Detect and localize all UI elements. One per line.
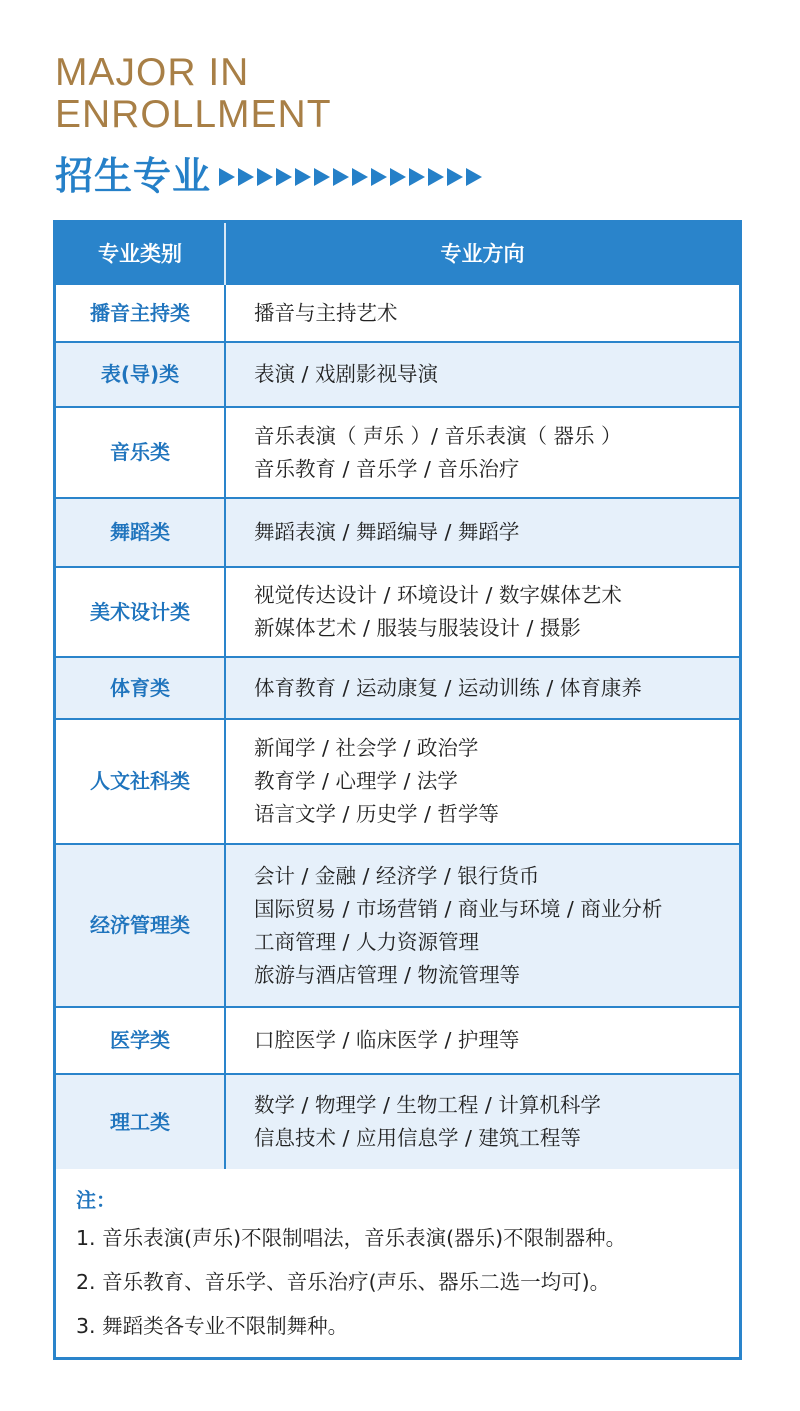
table-row	[56, 407, 739, 498]
table-row	[56, 1007, 739, 1074]
category-cell: 体育类	[56, 657, 225, 719]
chinese-title: 招生专业	[55, 153, 212, 198]
chevron-right-icon	[352, 168, 368, 186]
table-row	[56, 567, 739, 657]
direction-cell	[225, 844, 739, 1007]
direction-line: 旅游与酒店管理 / 物流管理等	[254, 962, 520, 987]
chevron-right-icon	[447, 168, 463, 186]
direction-line: 播音与主持艺术	[254, 300, 398, 325]
direction-cell	[225, 342, 739, 407]
table-row	[56, 342, 739, 407]
direction-line: 新闻学 / 社会学 / 政治学	[254, 736, 479, 760]
direction-cell	[225, 1007, 739, 1074]
direction-line: 国际贸易 / 市场营销 / 商业与环境 / 商业分析	[254, 896, 663, 921]
majors-table	[56, 223, 739, 1169]
table-row	[56, 284, 739, 342]
direction-line: 表演 / 戏剧影视导演	[254, 362, 438, 386]
chevron-right-icon	[390, 168, 406, 186]
direction-line: 教育学 / 心理学 / 法学	[254, 769, 458, 793]
direction-line: 数学 / 物理学 / 生物工程 / 计算机科学	[254, 1093, 601, 1117]
direction-line: 口腔医学 / 临床医学 / 护理等	[254, 1028, 520, 1052]
category-cell: 医学类	[56, 1007, 225, 1074]
direction-line: 体育教育 / 运动康复 / 运动训练 / 体育康养	[254, 675, 642, 700]
direction-line: 音乐教育 / 音乐学 / 音乐治疗	[254, 456, 520, 481]
table-body	[56, 284, 739, 1169]
chevron-right-icon	[428, 168, 444, 186]
chevron-right-icon	[409, 168, 425, 186]
direction-line: 信息技术 / 应用信息学 / 建筑工程等	[254, 1126, 581, 1150]
direction-line: 音乐表演（ 声乐 ）/ 音乐表演（ 器乐 ）	[254, 423, 622, 448]
chevron-right-icon	[333, 168, 349, 186]
direction-line: 舞蹈表演 / 舞蹈编导 / 舞蹈学	[254, 520, 520, 544]
table-row	[56, 657, 739, 719]
table-row	[56, 498, 739, 567]
table-row	[56, 844, 739, 1007]
chevron-right-icon	[219, 168, 235, 186]
direction-line: 新媒体艺术 / 服装与服装设计 / 摄影	[254, 616, 581, 640]
category-cell: 播音主持类	[56, 284, 225, 342]
note-item: 2. 音乐教育、音乐学、音乐治疗(声乐、器乐二选一均可)。	[76, 1270, 611, 1294]
chevron-right-icon	[276, 168, 292, 186]
direction-cell	[225, 1074, 739, 1169]
category-cell: 音乐类	[56, 407, 225, 498]
direction-cell	[225, 407, 739, 498]
direction-line: 视觉传达设计 / 环境设计 / 数字媒体艺术	[254, 583, 622, 607]
note-item: 1. 音乐表演(声乐)不限制唱法，音乐表演(器乐)不限制器种。	[76, 1226, 627, 1250]
table-header-row	[56, 223, 739, 284]
category-cell: 美术设计类	[56, 567, 225, 657]
header-direction: 专业方向	[225, 223, 739, 284]
chevron-right-icon	[314, 168, 330, 186]
note-item: 3. 舞蹈类各专业不限制舞种。	[76, 1314, 349, 1338]
direction-line: 会计 / 金融 / 经济学 / 银行货币	[254, 863, 540, 888]
english-title-line2: ENROLLMENT	[55, 93, 332, 136]
header-category: 专业类别	[56, 223, 225, 284]
english-title-line1: MAJOR IN	[55, 51, 250, 94]
notes-section	[76, 1185, 736, 1355]
english-title	[55, 52, 332, 136]
category-cell: 理工类	[56, 1074, 225, 1169]
table-row	[56, 1074, 739, 1169]
direction-line: 工商管理 / 人力资源管理	[254, 929, 479, 954]
direction-cell	[225, 498, 739, 567]
direction-cell	[225, 657, 739, 719]
category-cell: 舞蹈类	[56, 498, 225, 567]
category-cell: 表(导)类	[56, 342, 225, 407]
category-cell: 经济管理类	[56, 844, 225, 1007]
chinese-title-row	[55, 146, 485, 198]
chevron-right-icon	[238, 168, 254, 186]
direction-line: 语言文学 / 历史学 / 哲学等	[254, 802, 499, 826]
category-cell: 人文社科类	[56, 719, 225, 844]
table-row	[56, 719, 739, 844]
arrow-decoration	[219, 168, 485, 186]
chevron-right-icon	[295, 168, 311, 186]
direction-cell	[225, 284, 739, 342]
notes-title: 注：	[76, 1188, 116, 1212]
direction-cell	[225, 567, 739, 657]
chevron-right-icon	[371, 168, 387, 186]
direction-cell	[225, 719, 739, 844]
chevron-right-icon	[257, 168, 273, 186]
chevron-right-icon	[466, 168, 482, 186]
